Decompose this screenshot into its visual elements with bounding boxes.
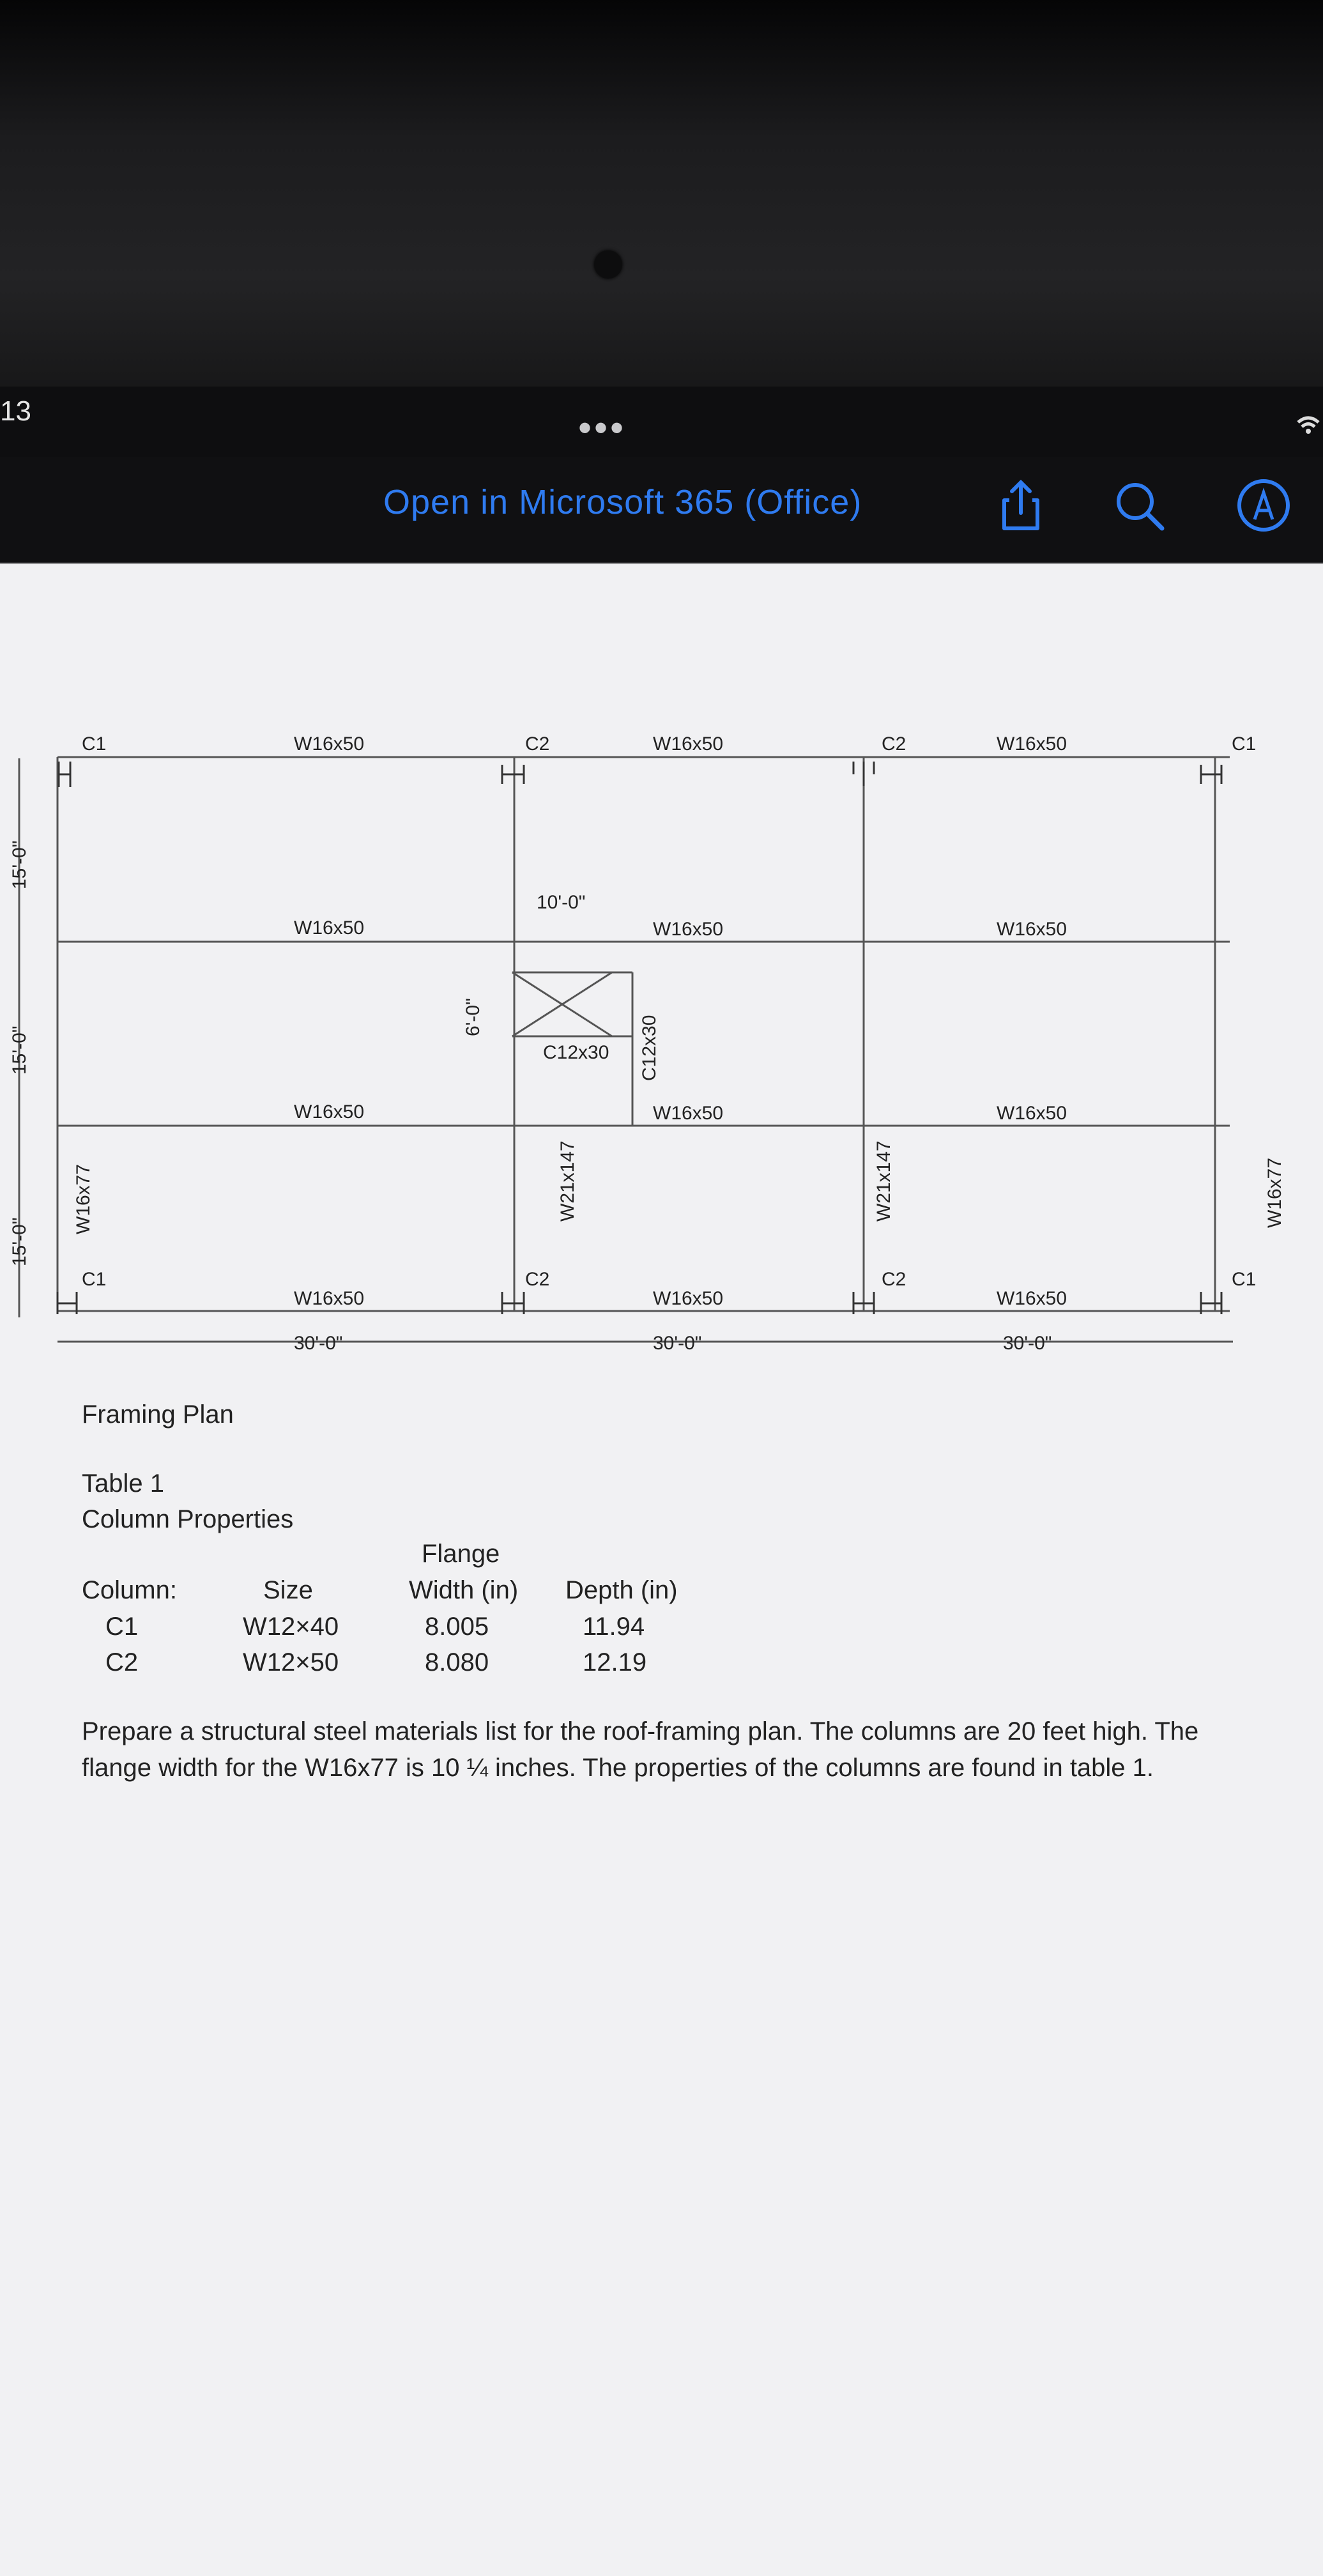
bay-depth-dim: 15'-0" — [9, 840, 30, 889]
document-page — [0, 564, 1323, 2576]
column-label: C1 — [82, 733, 107, 755]
girder-label: W21x147 — [873, 1140, 894, 1222]
beam-label: W16x50 — [653, 1288, 724, 1309]
opening-width-dim: 10'-0" — [537, 892, 586, 913]
open-in-office-link[interactable]: Open in Microsoft 365 (Office) — [383, 483, 862, 521]
girder-label: W16x77 — [1264, 1157, 1285, 1228]
table-cell: 8.005 — [425, 1613, 489, 1641]
table-cell: 12.19 — [583, 1648, 647, 1676]
column-label: C1 — [82, 1269, 107, 1290]
column-symbol — [1201, 765, 1221, 784]
table-cell: C2 — [105, 1648, 139, 1676]
share-icon[interactable] — [990, 475, 1052, 536]
device-bezel — [0, 0, 1323, 396]
beam-label: W16x50 — [294, 917, 365, 939]
markup-icon[interactable] — [1233, 475, 1294, 536]
column-label: C1 — [1232, 733, 1257, 755]
column-label: C1 — [1232, 1269, 1257, 1290]
beam-label: W16x50 — [997, 919, 1067, 940]
framing-plan-drawing — [9, 733, 1285, 1503]
beam-label: W16x50 — [653, 733, 724, 755]
table-cell: C1 — [105, 1613, 139, 1641]
bay-width-dim: 30'-0" — [294, 1333, 343, 1354]
beam-label: W16x50 — [294, 1101, 365, 1123]
bay-width-dim: 30'-0" — [1003, 1333, 1052, 1354]
table-header-flange: Flange — [422, 1540, 500, 1568]
table-subtitle: Column Properties — [82, 1505, 294, 1533]
column-symbol — [502, 765, 524, 784]
opening-label: C12x30 — [639, 1015, 660, 1081]
question-text: Prepare a structural steel materials list for the roof-framing plan. The columns are 20 feet high. The flange width for the W16x77 is 10 ¼ inches. The properties of the columns are found in table 1. — [82, 1717, 1199, 1782]
table-cell: W12×40 — [243, 1613, 339, 1641]
bay-depth-dim: 15'-0" — [9, 1025, 30, 1075]
table-cell: W12×50 — [243, 1648, 339, 1676]
table-cell: 8.080 — [425, 1648, 489, 1676]
column-label: C2 — [525, 1269, 550, 1290]
beam-label: W16x50 — [997, 733, 1067, 755]
column-label: C2 — [882, 1269, 906, 1290]
more-dots-icon[interactable]: ••• — [578, 406, 627, 449]
beam-label: W16x50 — [653, 1103, 724, 1124]
opening-depth-dim: 6'-0" — [463, 998, 484, 1036]
column-label: C2 — [882, 733, 906, 755]
viewer-toolbar — [0, 457, 1323, 564]
table-header-size: Size — [263, 1576, 313, 1604]
beam-label: W16x50 — [653, 919, 724, 940]
table-header-flange-width: Width (in) — [409, 1576, 519, 1604]
beam-label: W16x50 — [997, 1103, 1067, 1124]
status-bar — [0, 387, 1323, 457]
table-title: Table 1 — [82, 1469, 164, 1498]
wifi-icon — [1296, 412, 1321, 438]
table-header-column: Column: — [82, 1576, 177, 1604]
girder-label: W21x147 — [557, 1140, 578, 1222]
framing-plan-caption: Framing Plan — [82, 1400, 234, 1429]
beam-label: W16x50 — [294, 1288, 365, 1309]
camera-dot — [594, 250, 622, 279]
table-cell: 11.94 — [583, 1613, 645, 1641]
beam-label: W16x50 — [294, 733, 365, 755]
status-time: 13 — [0, 395, 31, 427]
girder-label: W16x77 — [73, 1163, 94, 1234]
column-symbol — [853, 762, 874, 786]
table-header-depth: Depth (in) — [565, 1576, 678, 1604]
column-symbol — [59, 762, 70, 787]
beam-label: W16x50 — [997, 1288, 1067, 1309]
bay-width-dim: 30'-0" — [653, 1333, 702, 1354]
opening-label: C12x30 — [543, 1042, 609, 1063]
bay-depth-dim: 15'-0" — [9, 1217, 30, 1266]
column-label: C2 — [525, 733, 550, 755]
search-icon[interactable] — [1108, 475, 1170, 536]
